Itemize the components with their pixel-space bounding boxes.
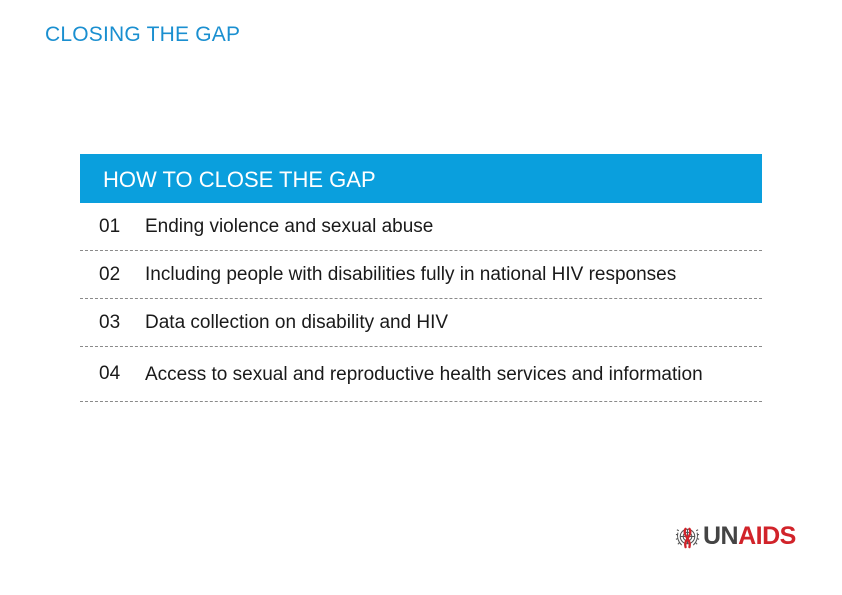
row-number: 01 <box>99 215 121 237</box>
page-title: CLOSING THE GAP <box>45 23 241 46</box>
un-emblem-icon <box>674 523 701 550</box>
table-row <box>80 299 762 347</box>
row-number: 02 <box>99 263 121 285</box>
gap-table <box>80 154 762 402</box>
logo-text-aids: AIDS <box>738 522 796 550</box>
row-number: 03 <box>99 311 121 333</box>
unaids-logo <box>674 521 796 551</box>
row-number: 04 <box>99 363 121 384</box>
row-text: Access to sexual and reproductive health services and information <box>145 363 703 385</box>
row-text: Including people with disabilities fully in national HIV responses <box>145 264 677 285</box>
table-row <box>80 203 762 251</box>
row-text: Data collection on disability and HIV <box>145 312 449 333</box>
table-row <box>80 251 762 299</box>
logo-text-un: UN <box>703 522 739 550</box>
table-row <box>80 347 762 402</box>
row-text: Ending violence and sexual abuse <box>145 216 434 237</box>
table-header: HOW TO CLOSE THE GAP <box>80 154 762 203</box>
